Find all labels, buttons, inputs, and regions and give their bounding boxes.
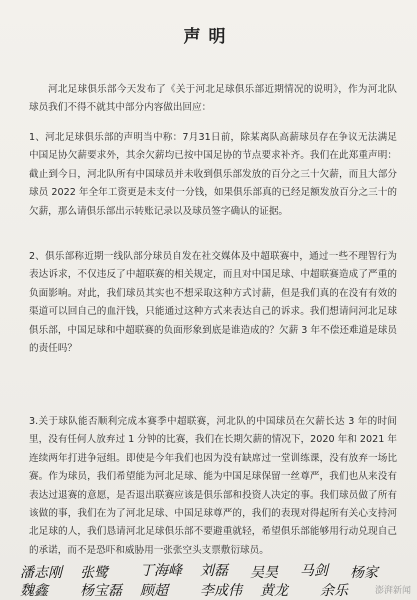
paragraph-1: 1、河北足球俱乐部的声明当中称：7月31日前，除某离队高薪球员存在争议无法满足中国足协欠薪要求外，其余欠薪均已按中国足协的节点要求补齐。我们在此郑重声明：截止到今日，河北队所有中国球员并未收到俱乐部发放的百分之三十欠薪，而且大部分球员 2022 年全年工资更是未支付一分钱，如果俱乐部真的已经足额发放百分之三十的欠薪，那么请俱乐部出示转账记录以及球员签字确认的证据。 <box>29 132 397 217</box>
signature: 丁海峰 <box>140 563 182 579</box>
signature: 马剑 <box>300 563 328 579</box>
signature: 黄龙 <box>260 583 288 599</box>
signature: 余乐 <box>320 583 348 599</box>
handwritten-signatures <box>0 560 417 600</box>
signature: 顾超 <box>140 583 168 599</box>
signature: 杨宝磊 <box>80 583 122 599</box>
signature: 刘磊 <box>200 563 228 579</box>
watermark: 澎湃新闻 <box>374 586 411 596</box>
signature: 张鹭 <box>80 565 108 581</box>
signature: 魏鑫 <box>20 583 48 599</box>
signature: 杨家 <box>350 565 378 581</box>
signature: 李成伟 <box>200 583 242 599</box>
paragraph-intro: 河北足球俱乐部今天发布了《关于河北足球俱乐部近期情况的说明》，作为河北队球员我们不得不就其中部分内容做出回应： <box>29 84 397 114</box>
paragraph-3: 3.关于球队能否顺利完成本赛季中超联赛，河北队的中国球员在欠薪长达 3 年的时间里，没有任何人放弃过 1 分钟的比赛，我们在长期欠薪的情况下，2020 年和 2021 年连续两年打进争冠组。即使是今年我们也因为没有缺席过一堂训练课，没有放弃一场比赛。作为球员，我们希望能为河北足球、能为中国足球保留一丝尊严，我们也从来没有表达过退赛的意愿，是否退出联赛应该是俱乐部和投资人决定的事。我们球员做了所有该做的事，我们在为了河北足球、中国足球尊严的，我们的表现对得起所有关心支持河北足球的人，我们恳请河北足球俱乐部不要避重就轻，希望俱乐部能够用行动兑现自己的承诺，而不是恐吓和威胁用一张张空头支票敷衍球员。 <box>29 416 397 556</box>
document-title: 声明 <box>183 27 234 47</box>
signature: 吴昊 <box>250 565 278 581</box>
paragraph-2: 2、俱乐部称近期一线队部分球员自发在社交媒体及中超联赛中，通过一些不理智行为表达诉求，不仅违反了中超联赛的相关规定，而且对中国足球、中超联赛造成了严重的负面影响。对此，我们球员其实也不想采取这种方式讨薪，但是我们真的在没有有效的渠道可以回自己的血汗钱，只能通过这种方式来表达自己的诉求。我们想请问河北足球俱乐部，中国足球和中超联赛的负面形象到底是谁造成的？欠薪 3 年不偿还难道是球员的责任吗？ <box>29 251 397 355</box>
signature: 潘志刚 <box>20 565 62 581</box>
